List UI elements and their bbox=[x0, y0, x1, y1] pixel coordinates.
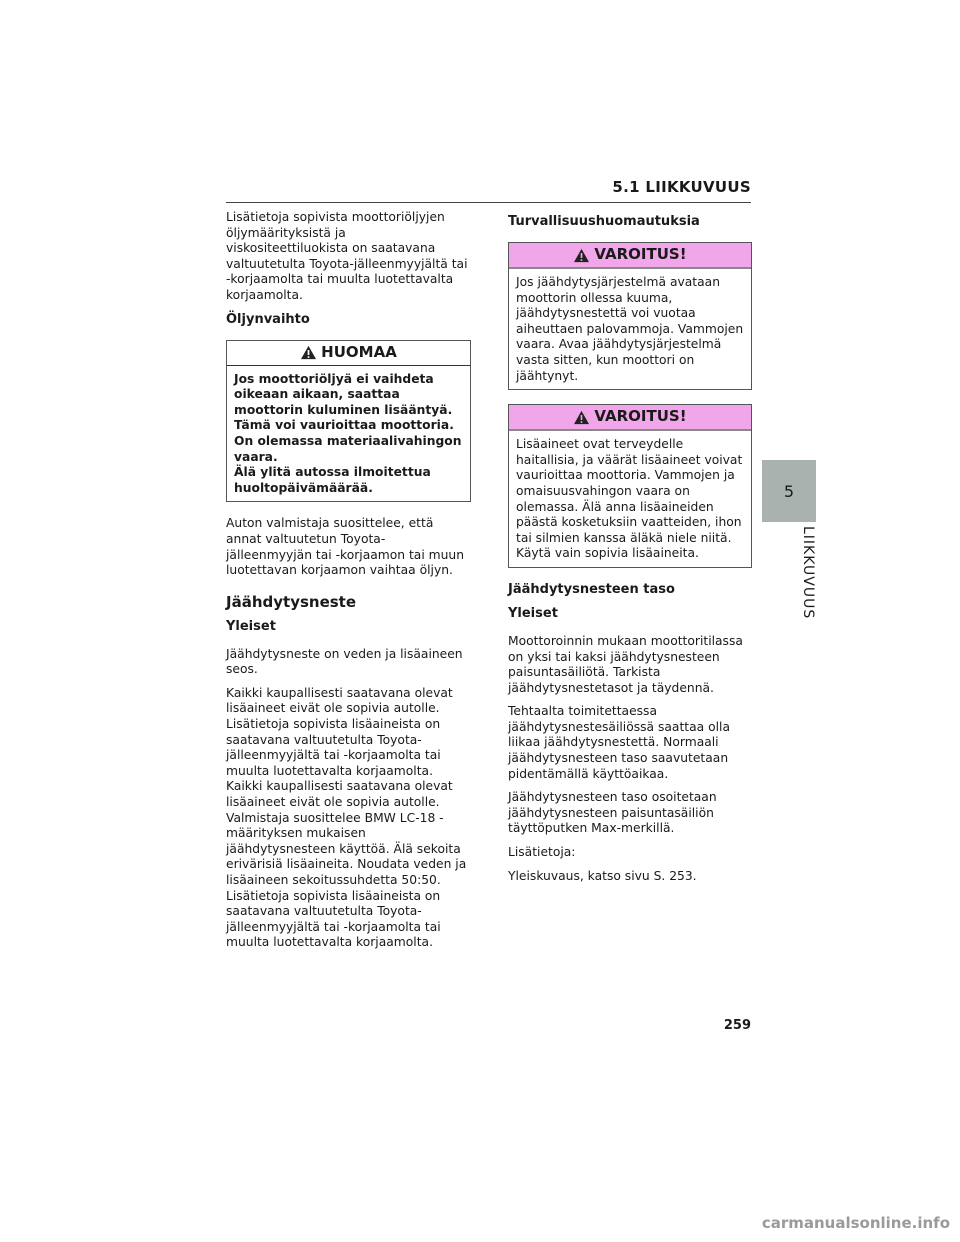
coolant-level-general-heading: Yleiset bbox=[508, 605, 558, 621]
coolant-general-paragraph-1: Jäähdytysneste on veden ja lisäaineen seos. bbox=[226, 646, 463, 677]
note-box bbox=[226, 340, 471, 503]
section-header: 5.1 LIIKKUVUUS bbox=[226, 178, 751, 203]
oil-change-paragraph: Auton valmistaja suosittelee, että annat valtuutetun Toyota-jälleenmyyjän tai -korjaamon tai muun luotettavan korjaamon vaihtaa öljyn. bbox=[226, 516, 465, 578]
warning-box-1-body: Jos jäähdytysjärjestelmä avataan moottorin ollessa kuuma, jäähdytysnestettä voi vuotaa aiheuttaen palovammoja. Vammojen vaara. Avaa jäähdytysjärjestelmä vasta sitten, kun moottori on jäähtynyt. bbox=[516, 275, 744, 383]
coolant-heading: Jäähdytysneste bbox=[226, 592, 357, 611]
right-column bbox=[508, 210, 752, 892]
intro-paragraph: Lisätietoja sopivista moottoriöljyjen öljymäärityksistä ja viskositeettiluokista on saatavana valtuutetulta Toyota-jälleenmyyjältä tai -korjaamolta tai muulta luotettavalta korjaamolta. bbox=[226, 210, 468, 302]
warning-box-2 bbox=[508, 404, 752, 568]
coolant-level-paragraph-3: Jäähdytysnesteen taso osoitetaan jäähdytysnesteen paisuntasäiliön täyttöputken Max-merkillä. bbox=[508, 790, 717, 836]
watermark: carmanualsonline.info bbox=[761, 1214, 950, 1232]
note-box-title: HUOMAA bbox=[321, 342, 397, 361]
left-column bbox=[226, 210, 471, 959]
warning-box-1 bbox=[508, 242, 752, 390]
note-line: Älä ylitä autossa ilmoitettua huoltopäivämäärää. bbox=[234, 465, 431, 495]
coolant-general-heading: Yleiset bbox=[226, 618, 276, 634]
oil-change-heading: Öljynvaihto bbox=[226, 311, 310, 327]
warning-box-1-title: VAROITUS! bbox=[594, 245, 687, 264]
coolant-level-paragraph-2: Tehtaalta toimitettaessa jäähdytysnestesäiliössä saattaa olla liikaa jäähdytysnestettä. Normaali jäähdytysnesteen taso saavutetaan pidentämällä käyttöaikaa. bbox=[508, 704, 730, 781]
page-reference: Yleiskuvaus, katso sivu S. 253. bbox=[508, 868, 697, 883]
coolant-level-paragraph-1: Moottoroinnin mukaan moottoritilassa on yksi tai kaksi jäähdytysnesteen paisuntasäiliötä. Tarkista jäähdytysnestetasot ja täydennä. bbox=[508, 633, 743, 695]
coolant-general-paragraph-2: Kaikki kaupallisesti saatavana olevat lisäaineet eivät ole sopivia autolle. Lisätietoja sopivista lisäaineista on saatavana valtuutetulta Toyota-jälleenmyyjältä tai -korjaamolta tai muulta luotettavalta korjaamolta. Kaikki kaupallisesti saatavana olevat lisäaineet eivät ole sopivia autolle. Valmistaja suosittelee BMW LC-18 -määrityksen mukaisen jäähdytysnesteen käyttöä. Älä sekoita erivärisiä lisäaineita. Noudata veden ja lisäaineen sekoitussuhdetta 50:50. Lisätietoja sopivista lisäaineista on saatavana valtuutetulta Toyota-jälleenmyyjältä tai -korjaamolta tai muulta luotettavalta korjaamolta. bbox=[226, 685, 467, 950]
warning-box-2-body: Lisäaineet ovat terveydelle haitallisia, ja väärät lisäaineet voivat vaurioittaa moottoria. Vammojen ja omaisuusvahingon vaara on olemassa. Älä anna lisäaineiden päästä kosketuksiin vaatteiden, ihon tai silmien kanssa äläkä niele niitä. Käytä vain sopivia lisäaineita. bbox=[516, 437, 743, 561]
note-box-header bbox=[227, 341, 470, 366]
warning-box-1-header bbox=[509, 243, 751, 269]
warning-box-2-header bbox=[509, 405, 751, 431]
note-box-body bbox=[227, 366, 470, 502]
chapter-label: LIIKKUVUUS bbox=[800, 526, 816, 620]
warning-triangle-icon bbox=[573, 248, 590, 263]
coolant-level-heading: Jäähdytysnesteen taso bbox=[508, 581, 675, 597]
warning-triangle-icon bbox=[573, 410, 590, 425]
chapter-tab bbox=[762, 460, 816, 522]
chapter-number: 5 bbox=[783, 481, 795, 501]
more-info-label: Lisätietoja: bbox=[508, 845, 576, 860]
warning-box-2-title: VAROITUS! bbox=[594, 407, 687, 426]
page-number: 259 bbox=[723, 1018, 751, 1033]
warning-triangle-icon bbox=[300, 345, 317, 360]
note-line: Jos moottoriöljyä ei vaihdeta oikeaan aikaan, saattaa moottorin kuluminen lisääntyä. Tämä voi vaurioittaa moottoria. On olemassa materiaalivahingon vaara. bbox=[234, 371, 462, 464]
safety-heading: Turvallisuushuomautuksia bbox=[508, 214, 700, 229]
